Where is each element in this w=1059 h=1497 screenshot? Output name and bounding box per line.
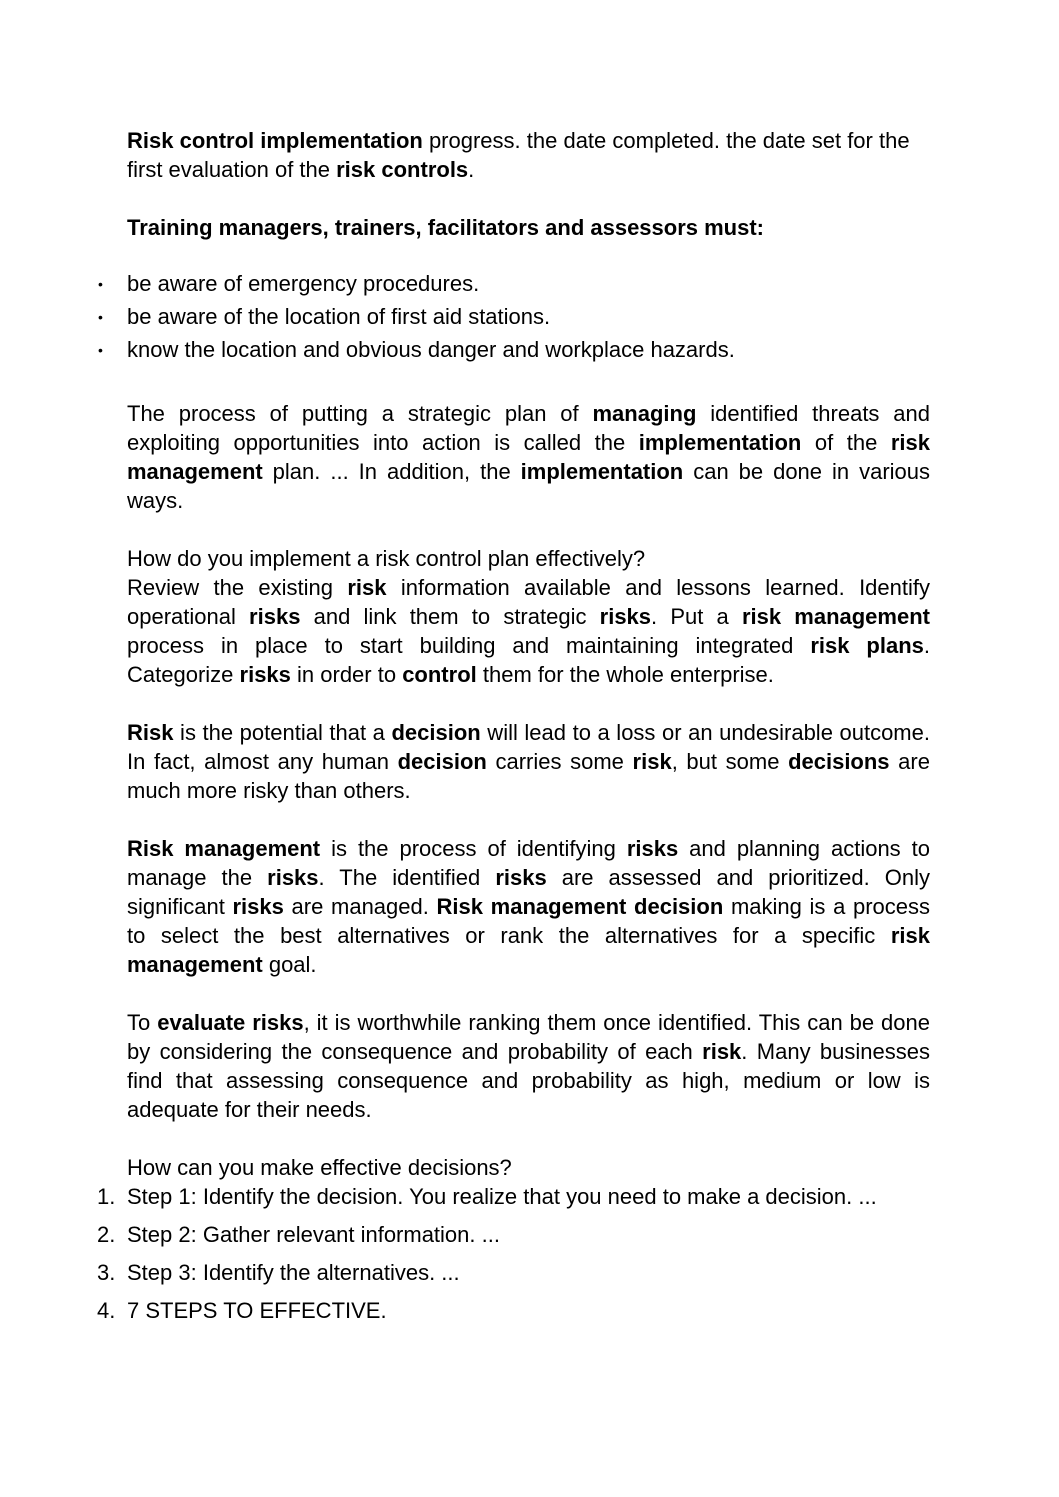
list-item	[98, 269, 930, 298]
list-item-text: be aware of the location of first aid stations.	[127, 304, 551, 329]
decision-steps-list	[97, 1182, 930, 1325]
list-item	[97, 1220, 930, 1249]
bullet-icon: •	[98, 309, 103, 325]
list-item-text: know the location and obvious danger and workplace hazards.	[127, 337, 735, 362]
list-item	[97, 1182, 930, 1211]
list-number: 3.	[97, 1260, 116, 1285]
implement-question: How do you implement a risk control plan effectively?	[127, 546, 646, 571]
list-item-text: 7 STEPS TO EFFECTIVE.	[127, 1298, 387, 1323]
list-number: 1.	[97, 1184, 116, 1209]
risk-management-paragraph: Risk management is the process of identifying risks and planning actions to manage the risks. The identified risks are assessed and prioritized. Only significant risks are managed. Risk management decision making is a process to select the best alternatives or rank the alternatives for a specific risk management goal.	[127, 836, 930, 977]
list-item-text: Step 2: Gather relevant information. ...	[127, 1222, 500, 1247]
list-item	[98, 335, 930, 364]
training-heading: Training managers, trainers, facilitators and assessors must:	[127, 215, 765, 240]
risk-definition-paragraph: Risk is the potential that a decision will lead to a loss or an undesirable outcome. In fact, almost any human decision carries some risk, but some decisions are much more risky than others.	[127, 720, 930, 803]
intro-paragraph: Risk control implementation progress. the date completed. the date set for the first evaluation of the risk controls.	[127, 128, 910, 182]
process-paragraph: The process of putting a strategic plan of managing identified threats and exploiting opportunities into action is called the implementation of the risk management plan. ... In addition, the implementation can be done in various ways.	[127, 401, 930, 513]
bullet-icon: •	[98, 342, 103, 358]
list-item-text: Step 3: Identify the alternatives. ...	[127, 1260, 460, 1285]
bullet-icon: •	[98, 276, 103, 292]
list-number: 2.	[97, 1222, 116, 1247]
list-item	[97, 1258, 930, 1287]
implement-answer-paragraph: Review the existing risk information available and lessons learned. Identify operational risks and link them to strategic risks. Put a risk management process in place to start building and maintaining integrated risk plans. Categorize risks in order to control them for the whole enterprise.	[127, 575, 931, 687]
training-requirements-list	[98, 269, 930, 364]
evaluate-risks-paragraph: To evaluate risks, it is worthwhile ranking them once identified. This can be done by considering the consequence and probability of each risk. Many businesses find that assessing consequence and probability as high, medium or low is adequate for their needs.	[127, 1010, 930, 1122]
list-item	[97, 1296, 930, 1325]
list-item-text: Step 1: Identify the decision. You realize that you need to make a decision. ...	[127, 1184, 877, 1209]
list-item-text: be aware of emergency procedures.	[127, 271, 480, 296]
list-number: 4.	[97, 1298, 116, 1323]
list-item	[98, 302, 930, 331]
decisions-question: How can you make effective decisions?	[127, 1155, 512, 1180]
